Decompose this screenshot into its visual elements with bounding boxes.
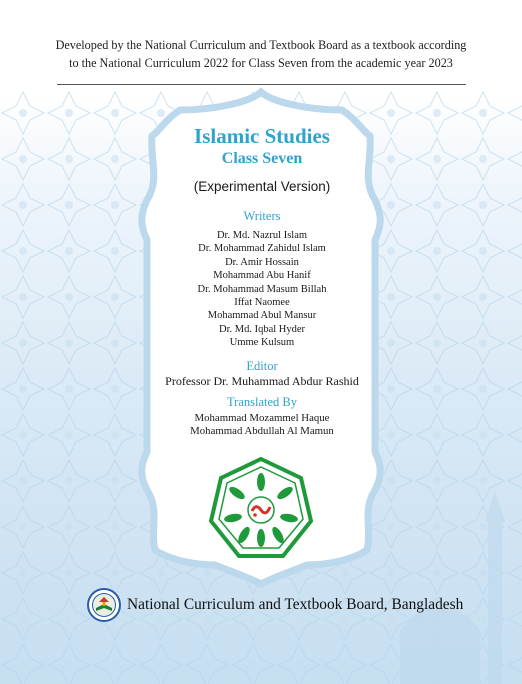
editor-heading: Editor (246, 358, 278, 373)
translators-heading: Translated By (226, 394, 298, 409)
publisher-name: National Curriculum and Textbook Board, Bangladesh (127, 596, 464, 613)
writer-name: Dr. Md. Nazrul Islam (216, 230, 308, 241)
writer-name: Dr. Mohammad Zahidul Islam (198, 243, 326, 255)
writer-name: Mohammad Abu Hanif (213, 270, 311, 282)
writers-heading: Writers (243, 209, 281, 223)
writer-name: Mohammad Abul Mansur (207, 310, 317, 322)
book-subtitle: Class Seven (221, 150, 303, 167)
translators-list (150, 412, 374, 439)
header-line-1: Developed by the National Curriculum and Textbook Board as a textbook according (55, 38, 467, 52)
editor-name: Professor Dr. Muhammad Abdur Rashid (165, 373, 359, 388)
writer-name: Dr. Md. Iqbal Hyder (218, 323, 306, 335)
writer-name: Umme Kulsum (229, 337, 295, 349)
translator-name: Mohammad Mozammel Haque (194, 411, 330, 424)
writer-name: Dr. Amir Hossain (225, 256, 299, 268)
translator-name: Mohammad Abdullah Al Mamun (190, 425, 334, 438)
writer-name: Iffat Naomee (234, 297, 290, 309)
book-title: Islamic Studies (194, 124, 330, 148)
header-line-2: to the National Curriculum 2022 for Class Seven from the academic year 2023 (69, 56, 453, 70)
edition-label: (Experimental Version) (193, 179, 331, 194)
heptagon-emblem-icon (206, 455, 316, 565)
title-block (150, 116, 374, 438)
nctb-logo-icon (87, 588, 121, 622)
writers-list (150, 229, 374, 350)
publisher-footer (87, 588, 463, 622)
writer-name: Dr. Mohammad Masum Billah (197, 283, 327, 295)
